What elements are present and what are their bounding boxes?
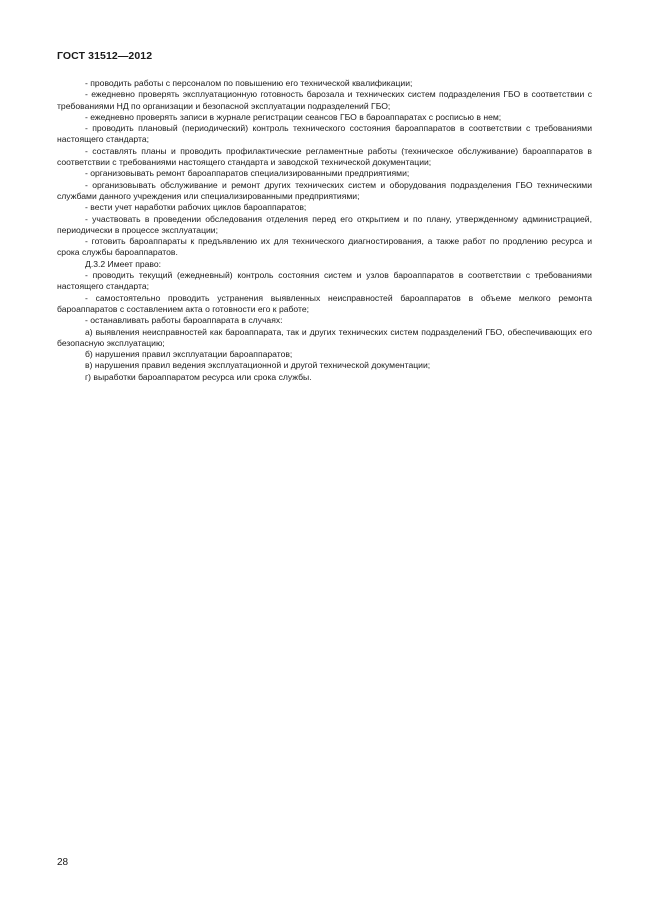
paragraph: - организовывать обслуживание и ремонт других технических систем и оборудования подразделения ГБО техническими службами данного учреждения или специализированными предприятиями;	[57, 179, 592, 201]
document-code: ГОСТ 31512—2012	[57, 50, 153, 62]
paragraph: - самостоятельно проводить устранения выявленных неисправностей бароаппаратов в объеме мелкого ремонта бароаппаратов с составлением акта о готовности его к работе;	[57, 292, 592, 314]
paragraph: - ежедневно проверять эксплуатационную готовность барозала и технических систем подразделения ГБО в соответствии с требованиями НД по организации и безопасной эксплуатации подразделений ГБО;	[57, 89, 592, 111]
paragraph: - готовить бароаппараты к предъявлению их для технического диагностирования, а также работ по продлению ресурса и срока службы бароаппаратов.	[57, 236, 592, 258]
paragraph: - составлять планы и проводить профилактические регламентные работы (техническое обслуживание) бароаппаратов в соответствии с требованиями настоящего стандарта и заводской технической документации;	[57, 145, 592, 168]
paragraph: - проводить текущий (ежедневный) контроль состояния систем и узлов бароаппаратов в соответствии с требованиями настоящего стандарта;	[57, 270, 592, 292]
list-item: в) нарушения правил ведения эксплуатационной и другой технической документации;	[85, 360, 431, 371]
document-body	[57, 78, 592, 383]
paragraph: - проводить работы с персоналом по повышению его технической квалификации;	[85, 78, 413, 88]
page-number: 28	[57, 857, 69, 868]
list-item: б) нарушения правил эксплуатации бароаппаратов;	[85, 349, 293, 360]
paragraph: - проводить плановый (периодический) контроль технического состояния бароаппаратов в соответствии с требованиями настоящего стандарта;	[57, 123, 592, 145]
paragraph: - организовывать ремонт бароаппаратов специализированными предприятиями;	[85, 168, 410, 179]
list-item: г) выработки бароаппаратом ресурса или срока службы.	[85, 371, 312, 382]
paragraph: - останавливать работы бароаппарата в случаях:	[85, 315, 283, 326]
section-heading: Д.3.2 Имеет право:	[85, 258, 162, 269]
paragraph: - участвовать в проведении обследования отделения перед его открытием и по плану, утвержденному администрацией, периодически в процессе эксплуатации;	[57, 213, 592, 235]
paragraph: - ежедневно проверять записи в журнале регистрации сеансов ГБО в барoаппаратах с росписью в нем;	[85, 111, 502, 122]
paragraph: - вести учет наработки рабочих циклов бароаппаратов;	[85, 202, 307, 213]
list-item: а) выявления неисправностей как бароаппарата, так и других технических систем подразделений ГБО, обеспечивающих его безопасную эксплуатацию;	[57, 326, 592, 348]
